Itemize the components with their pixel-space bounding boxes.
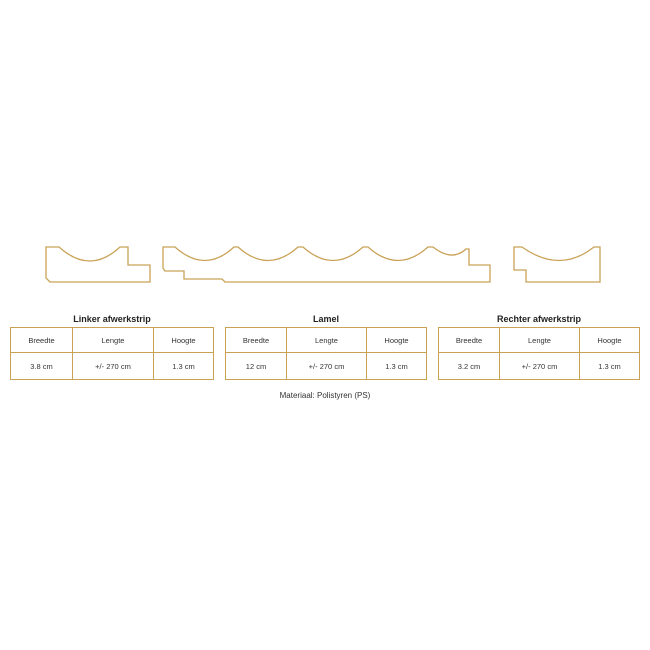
left-strip-profile xyxy=(46,247,150,282)
value-lengte: +/- 270 cm xyxy=(73,353,154,380)
header-breedte: Breedte xyxy=(439,328,500,353)
header-hoogte: Hoogte xyxy=(367,328,427,353)
spec-table xyxy=(225,327,427,380)
value-lengte: +/- 270 cm xyxy=(287,353,367,380)
spec-title: Rechter afwerkstrip xyxy=(496,314,582,324)
spec-title: Lamel xyxy=(312,314,339,324)
header-lengte: Lengte xyxy=(287,328,367,353)
header-hoogte: Hoogte xyxy=(580,328,640,353)
slat-profile xyxy=(163,247,490,282)
header-breedte: Breedte xyxy=(11,328,73,353)
spec-block-left-strip xyxy=(10,311,214,380)
value-row xyxy=(11,353,214,380)
spec-table xyxy=(10,327,214,380)
header-lengte: Lengte xyxy=(73,328,154,353)
spec-title: Linker afwerkstrip xyxy=(73,314,151,324)
value-row xyxy=(226,353,427,380)
header-lengte: Lengte xyxy=(500,328,580,353)
header-row xyxy=(439,328,640,353)
value-hoogte: 1.3 cm xyxy=(154,353,214,380)
material-note: Materiaal: Polistyren (PS) xyxy=(279,391,371,400)
header-row xyxy=(11,328,214,353)
header-row xyxy=(226,328,427,353)
header-breedte: Breedte xyxy=(226,328,287,353)
right-strip-profile xyxy=(514,247,600,282)
value-row xyxy=(439,353,640,380)
value-lengte: +/- 270 cm xyxy=(500,353,580,380)
value-breedte: 12 cm xyxy=(226,353,287,380)
spec-block-right-strip xyxy=(438,311,640,380)
spec-table xyxy=(438,327,640,380)
value-breedte: 3.2 cm xyxy=(439,353,500,380)
spec-block-slat xyxy=(225,311,427,380)
value-hoogte: 1.3 cm xyxy=(367,353,427,380)
header-hoogte: Hoogte xyxy=(154,328,214,353)
value-breedte: 3.8 cm xyxy=(11,353,73,380)
value-hoogte: 1.3 cm xyxy=(580,353,640,380)
